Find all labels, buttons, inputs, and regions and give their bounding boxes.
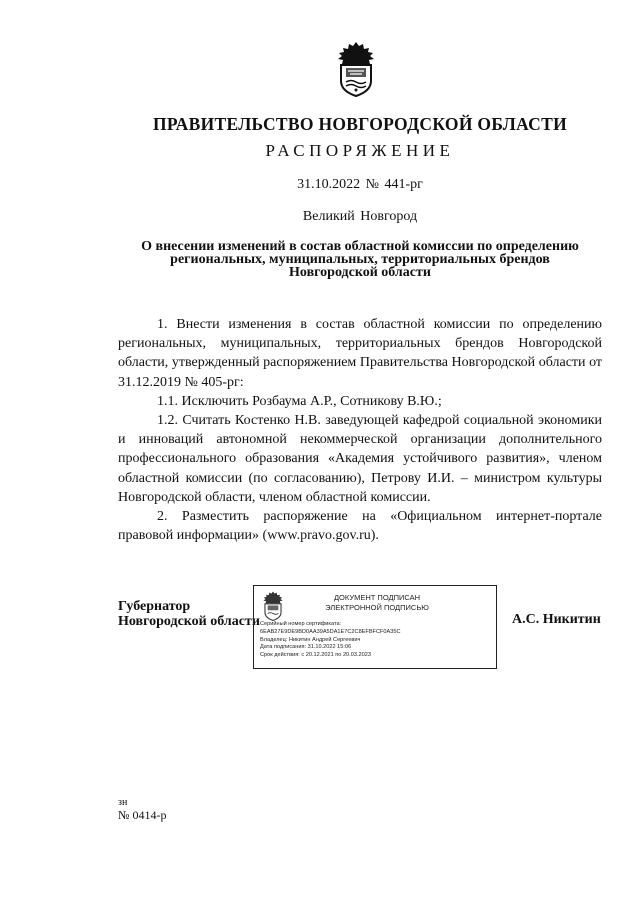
text-line: правовой информации» (www.pravo.gov.ru). [118,528,379,544]
subject-line: Новгородской области [289,265,431,280]
stamp-heading-line: ЭЛЕКТРОННОЙ ПОДПИСЬЮ [325,603,429,612]
paragraph-2 [118,507,602,545]
stamp-heading [302,593,452,613]
text-line: 1. Внести изменения в состав областной комиссии по определению [157,317,602,332]
stamp-owner: Владелец: Никитин Андрей Сергеевич [260,636,361,643]
position-line: Губернатор [118,599,191,614]
signatory-position [118,599,260,629]
government-title: ПРАВИТЕЛЬСТВО НОВГОРОДСКОЙ ОБЛАСТИ [153,114,567,134]
novgorod-coat-of-arms-icon [260,591,286,621]
text-line: министром культуры Новгородской области, членом областной комиссии. [118,470,603,505]
document-body [118,315,602,545]
position-line: Новгородской области [118,614,260,629]
text-line: 2. Разместить распоряжение на «Официальном интернет-портале [157,509,602,525]
paragraph-1-2 [118,411,602,507]
text-line: области от 31.12.2019 № 405-рг: [118,355,603,390]
document-city: Великий Новгород [302,209,418,224]
novgorod-coat-of-arms-icon [333,41,379,97]
document-type: РАСПОРЯЖЕНИЕ [265,141,455,160]
stamp-cert-number: 6EAB27E9DE9BD0AA39A5DA1E7C2C8EFBFCF0A35C [260,628,401,635]
text-line: области, утвержденный распоряжением Правительства Новгородской [118,355,536,371]
subject-line: региональных, муниципальных, территориальных брендов [170,252,550,267]
signatory-name: А.С. Никитин [512,612,601,627]
text-line: дополнительного профессионального образования «Академия устойчивого [118,432,602,467]
text-line: развития», членом областной комиссии (по согласованию), Петрову И.И. – [118,451,602,486]
executor-initials: зн [118,797,128,808]
text-line: 1.2. Считать Костенко Н.В. заведующей кафедрой социальной [157,413,534,429]
subject-line: О внесении изменений в состав областной комиссии по определению [141,239,579,254]
document-footer [118,798,166,822]
document-subject [120,240,600,279]
stamp-heading-line: ДОКУМЕНТ ПОДПИСАН [333,593,421,602]
document-date-number: 31.10.2022 № 441-рг [297,177,423,192]
stamp-validity: Срок действия: с 20.12.2021 по 20.03.2023 [260,652,371,659]
stamp-details [260,621,401,660]
stamp-sign-date: Дата подписания: 31.10.2022 15:06 [260,644,352,651]
paragraph-1-1: 1.1. Исключить Розбаума А.Р., Сотникову В.Ю.; [157,393,442,409]
text-line: экономики и инноваций автономной некоммерческой организации [118,413,603,448]
internal-number: № 0414-р [118,808,167,822]
stamp-cert-label: Серийный номер сертификата: [260,621,342,627]
paragraph-1 [118,315,602,392]
text-line: региональных, муниципальных, территориальных брендов Новгородской [118,336,602,352]
electronic-signature-stamp [253,585,497,669]
